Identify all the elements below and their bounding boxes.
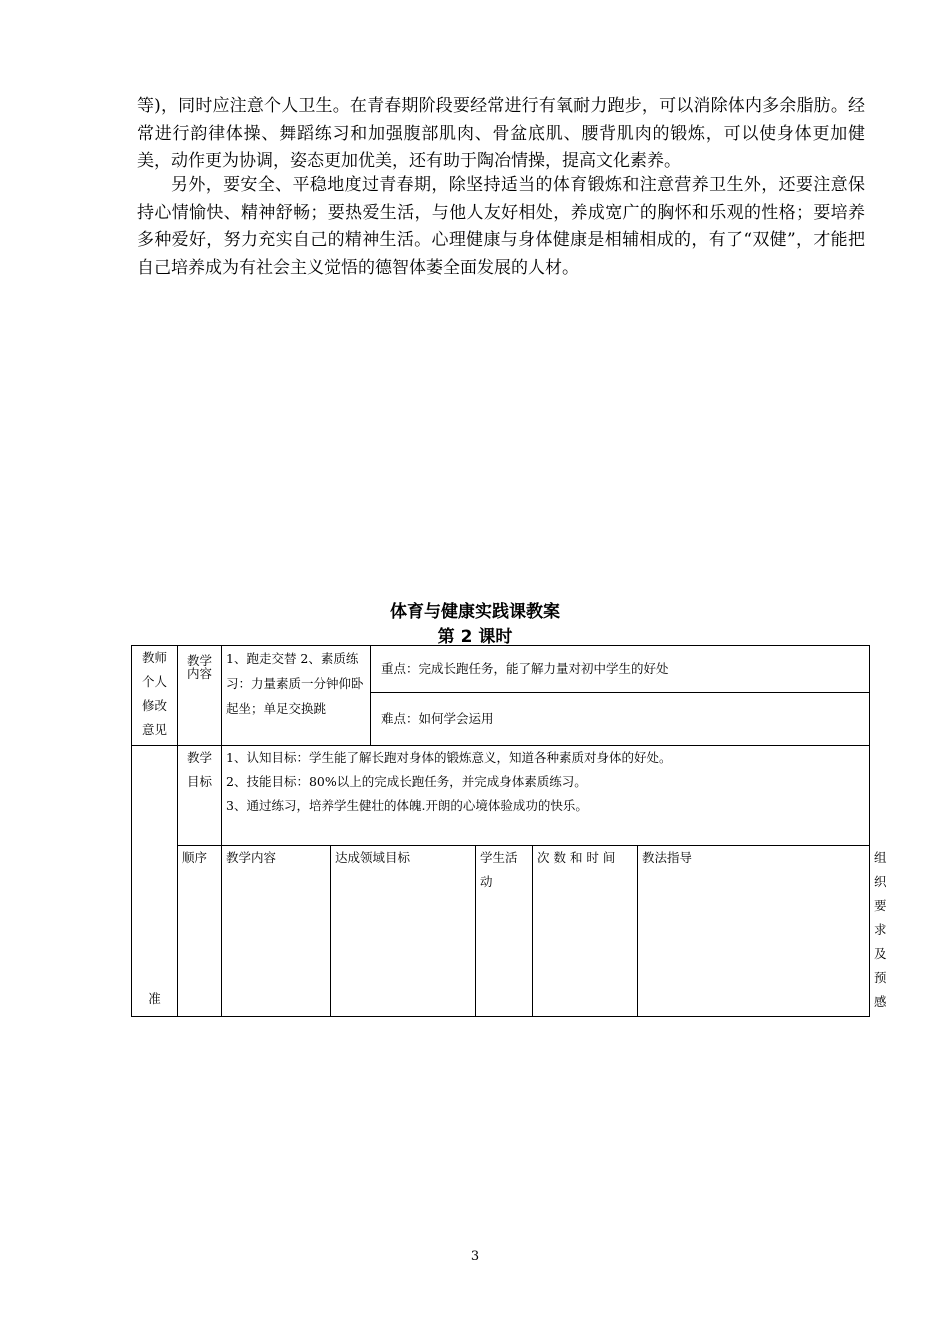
content-label: 教学内容 (178, 646, 222, 746)
difficulty-cell: 难点：如何学会运用 (371, 693, 870, 746)
content-cell: 1、跑走交替 2、素质练习：力量素质一分钟仰卧起坐；单足交换跳 (222, 646, 371, 746)
lesson-plan-title: 体育与健康实践课教案 (390, 602, 560, 622)
col-header-content: 教学内容 (222, 846, 331, 1017)
goal-item: 3、通过练习，培养学生健壮的体魄.开朗的心境体验成功的快乐。 (226, 798, 588, 813)
body-paragraph-1: 等)，同时应注意个人卫生。在青春期阶段要经常进行有氧耐力跑步，可以消除体内多余脂肪。经常进行韵律体操、舞蹈练习和加强腹部肌肉、骨盆底肌、腰背肌肉的锻炼，可以使身体更加健美，动作更为协调，姿态更加优美，还有助于陶冶情操，提高文化素养。 (137, 96, 865, 171)
goal-item: 1、认知目标：学生能了解长跑对身体的锻炼意义，知道各种素质对身体的好处。 (226, 750, 672, 765)
body-paragraph-2: 另外，要安全、平稳地度过青春期，除坚持适当的体育锻炼和注意营养卫生外，还要注意保持心情愉快、精神舒畅；要热爱生活，与他人友好相处，养成宽广的胸怀和乐观的性格；要培养多种爱好，努力充实自己的精神生活。心理健康与身体健康是相辅相成的，有了“双健”，才能把自己培养成为有社会主义觉悟的德智体萎全面发展的人材。 (137, 175, 865, 278)
col-header-objective: 达成领域目标 (331, 846, 476, 1017)
zhun-label: 准 (132, 746, 178, 1017)
page-number: 3 (470, 1249, 480, 1264)
goals-cell (222, 746, 870, 846)
goals-label: 教学目标 (178, 746, 222, 846)
key-point-cell: 重点：完成长跑任务，能了解力量对初中学生的好处 (371, 646, 870, 693)
col-header-method: 教法指导 (638, 846, 870, 1017)
lesson-plan-table: 教师个人修改意见 教学内容 1、跑走交替 2、素质练习：力量素质一分钟仰卧起坐；单足交换跳 重点：完成长跑任务，能了解力量对初中学生的好处 难点：如何学会运用 准 教学目标 1、认知目标：学生能了解长跑对身体的锻炼意义，知道各种素质对身体的好处。 2、技能目标：80%以上的完成长跑任务，并完成身体素质练习。 3、通过练习，培养学生健壮的体魄.开朗的心境体验成功的快乐。 顺序 教学内容 达成领域目标 学生活动 次 数 和 时 间 教法指导 组织要求及预感 (131, 645, 870, 1017)
teacher-note-label: 教师个人修改意见 (132, 646, 178, 746)
col-header-activity: 学生活动 (476, 846, 533, 1017)
lesson-plan-subtitle: 第 2 课时 (437, 627, 513, 647)
col-header-order: 顺序 (178, 846, 222, 1017)
col-header-count-time: 次 数 和 时 间 (533, 846, 638, 1017)
goal-item: 2、技能目标：80%以上的完成长跑任务，并完成身体素质练习。 (226, 774, 587, 789)
